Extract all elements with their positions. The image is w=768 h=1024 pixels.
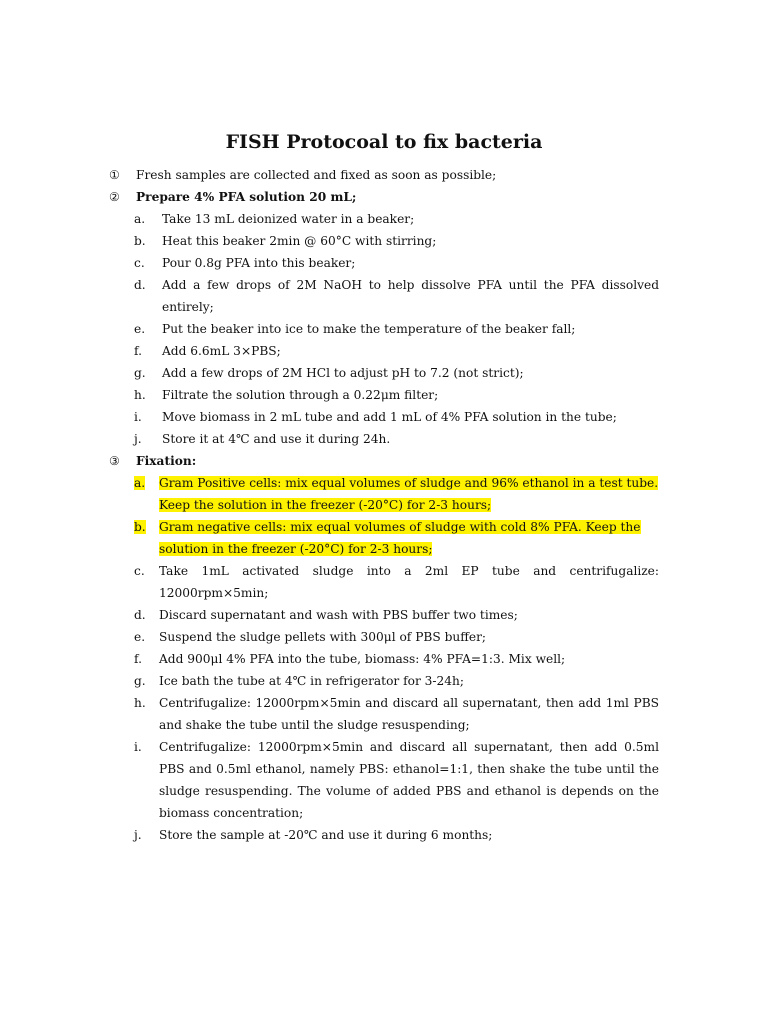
document-body <box>109 164 659 846</box>
list-item <box>109 318 659 340</box>
item-label: b. <box>134 520 146 534</box>
item-label: g. <box>134 366 146 380</box>
item-text: Move biomass in 2 mL tube and add 1 mL of 4% PFA solution in the tube; <box>162 410 617 424</box>
item-label: f. <box>134 652 142 666</box>
item-label: d. <box>134 278 146 292</box>
list-item <box>109 736 659 824</box>
highlighted-text-line: Keep the solution in the freezer (-20°C) for 2-3 hours; <box>159 498 492 512</box>
item-text: Ice bath the tube at 4℃ in refrigerator for 3-24h; <box>159 674 465 688</box>
item-label: f. <box>134 344 142 358</box>
item-text: Store the sample at -20℃ and use it during 6 months; <box>159 828 493 842</box>
item-text-line: Centrifugalize: 12000rpm×5min and discard all supernatant, then add 0.5ml <box>159 740 659 754</box>
list-item-highlighted <box>109 516 659 560</box>
list-item <box>109 670 659 692</box>
item-text: Add a few drops of 2M HCl to adjust pH to 7.2 (not strict); <box>162 366 524 380</box>
item-label: i. <box>134 410 142 424</box>
section-number: ① <box>109 168 120 182</box>
item-text <box>162 274 659 318</box>
item-text: Heat this beaker 2min @ 60°C with stirring; <box>162 234 437 248</box>
item-text <box>159 516 659 560</box>
item-text: Discard supernatant and wash with PBS buffer two times; <box>159 608 518 622</box>
section-heading: Prepare 4% PFA solution 20 mL; <box>136 190 357 204</box>
item-text: Suspend the sludge pellets with 300μl of PBS buffer; <box>159 630 487 644</box>
section-number: ② <box>109 190 120 204</box>
list-item <box>109 824 659 846</box>
item-text <box>159 692 659 736</box>
list-item <box>109 340 659 362</box>
item-text: Put the beaker into ice to make the temperature of the beaker fall; <box>162 322 576 336</box>
list-item <box>109 252 659 274</box>
highlighted-text-line: solution in the freezer (-20°C) for 2-3 hours; <box>159 542 433 556</box>
item-text: Filtrate the solution through a 0.22μm filter; <box>162 388 439 402</box>
item-text-line: 12000rpm×5min; <box>159 586 269 600</box>
item-label: a. <box>134 212 146 226</box>
item-label: e. <box>134 322 146 336</box>
item-text-line: PBS and 0.5ml ethanol, namely PBS: ethanol=1:1, then shake the tube until the <box>159 762 659 776</box>
item-text-line: Take 1mL activated sludge into a 2ml EP tube and centrifugalize: <box>159 564 659 578</box>
list-item <box>109 362 659 384</box>
list-item <box>109 274 659 318</box>
section-3 <box>109 450 659 472</box>
item-label: c. <box>134 564 145 578</box>
item-label: i. <box>134 740 142 754</box>
item-text: Pour 0.8g PFA into this beaker; <box>162 256 356 270</box>
item-text: Add 900μl 4% PFA into the tube, biomass: 4% PFA=1:3. Mix well; <box>159 652 566 666</box>
item-label: h. <box>134 696 146 710</box>
item-text-line: sludge resuspending. The volume of added PBS and ethanol is depends on the <box>159 784 659 798</box>
item-text: Store it at 4℃ and use it during 24h. <box>162 432 391 446</box>
item-label: j. <box>134 432 142 446</box>
item-text-line: Add a few drops of 2M NaOH to help dissolve PFA until the PFA dissolved <box>162 278 659 292</box>
item-label: a. <box>134 476 146 490</box>
highlighted-text-line: Gram negative cells: mix equal volumes of sludge with cold 8% PFA. Keep the <box>159 520 641 534</box>
item-label: j. <box>134 828 142 842</box>
item-text-line: and shake the tube until the sludge resuspending; <box>159 718 470 732</box>
list-item <box>109 406 659 428</box>
item-text-line: biomass concentration; <box>159 806 304 820</box>
item-text <box>159 736 659 824</box>
item-label: d. <box>134 608 146 622</box>
item-label: b. <box>134 234 146 248</box>
list-item <box>109 692 659 736</box>
list-item-highlighted <box>109 472 659 516</box>
item-text <box>159 560 659 604</box>
section-number: ③ <box>109 454 120 468</box>
list-item <box>109 208 659 230</box>
item-label: e. <box>134 630 146 644</box>
highlighted-text-line: Gram Positive cells: mix equal volumes of sludge and 96% ethanol in a test tube. <box>159 476 659 490</box>
section-heading: Fixation: <box>136 454 197 468</box>
item-text-line: Centrifugalize: 12000rpm×5min and discard all supernatant, then add 1ml PBS <box>159 696 659 710</box>
item-text <box>159 472 659 516</box>
list-item <box>109 648 659 670</box>
section-text: Fresh samples are collected and fixed as soon as possible; <box>136 168 497 182</box>
list-item <box>109 428 659 450</box>
item-label: h. <box>134 388 146 402</box>
item-text: Take 13 mL deionized water in a beaker; <box>162 212 415 226</box>
list-item <box>109 384 659 406</box>
list-item <box>109 626 659 648</box>
section-1 <box>109 164 659 186</box>
list-item <box>109 230 659 252</box>
list-item <box>109 604 659 626</box>
item-text-line: entirely; <box>162 300 214 314</box>
item-label: c. <box>134 256 145 270</box>
item-label: g. <box>134 674 146 688</box>
item-text: Add 6.6mL 3×PBS; <box>162 344 281 358</box>
document-title: FISH Protocoal to fix bacteria <box>225 131 543 153</box>
list-item <box>109 560 659 604</box>
section-2 <box>109 186 659 208</box>
